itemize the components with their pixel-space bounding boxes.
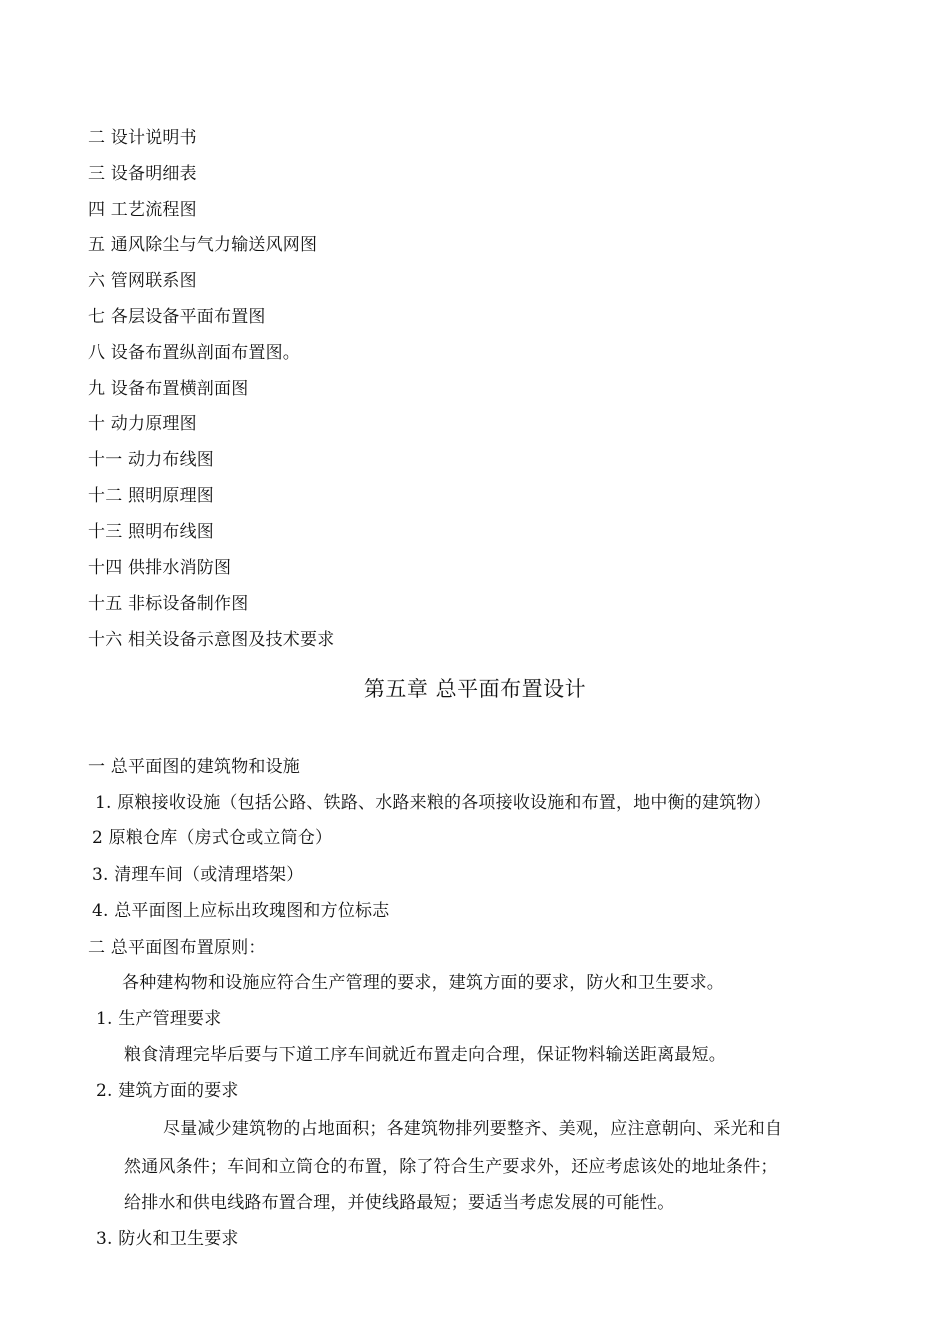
section-heading: 一 总平面图的建筑物和设施 (88, 757, 301, 777)
list-item: 1. 原粮接收设施（包括公路、铁路、水路来粮的各项接收设施和布置，地中衡的建筑物） (95, 793, 771, 813)
list-item: 2 原粮仓库（房式仓或立筒仓） (92, 828, 333, 848)
toc-item: 十四 供排水消防图 (88, 558, 232, 578)
toc-item: 十一 动力布线图 (88, 450, 215, 470)
toc-item: 五 通风除尘与气力输送风网图 (88, 235, 318, 255)
toc-item: 三 设备明细表 (88, 164, 197, 184)
toc-item: 十三 照明布线图 (88, 522, 215, 542)
subsection-title: 1. 生产管理要求 (96, 1009, 222, 1029)
toc-item: 四 工艺流程图 (88, 200, 197, 220)
paragraph-line: 尽量减少建筑物的占地面积；各建筑物排列要整齐、美观，应注意朝向、采光和自 (163, 1119, 783, 1139)
toc-item: 十二 照明原理图 (88, 486, 215, 506)
toc-item: 八 设备布置纵剖面布置图。 (88, 343, 301, 363)
toc-item: 九 设备布置横剖面图 (88, 379, 249, 399)
paragraph-line: 然通风条件；车间和立筒仓的布置，除了符合生产要求外，还应考虑该处的地址条件； (124, 1157, 778, 1177)
toc-item: 十六 相关设备示意图及技术要求 (88, 630, 335, 650)
toc-item: 六 管网联系图 (88, 271, 197, 291)
list-item: 4. 总平面图上应标出玫瑰图和方位标志 (92, 901, 390, 921)
toc-item: 十 动力原理图 (88, 414, 197, 434)
toc-item: 十五 非标设备制作图 (88, 594, 249, 614)
paragraph: 粮食清理完毕后要与下道工序车间就近布置走向合理，保证物料输送距离最短。 (124, 1045, 726, 1065)
toc-item: 七 各层设备平面布置图 (88, 307, 266, 327)
list-item: 3. 清理车间（或清理塔架） (92, 865, 304, 885)
paragraph: 各种建构物和设施应符合生产管理的要求，建筑方面的要求，防火和卫生要求。 (122, 973, 724, 993)
subsection-title: 2. 建筑方面的要求 (96, 1081, 239, 1101)
chapter-title: 第五章 总平面布置设计 (363, 677, 587, 701)
toc-item: 二 设计说明书 (88, 128, 197, 148)
section-heading: 二 总平面图布置原则： (88, 938, 266, 958)
subsection-title: 3. 防火和卫生要求 (96, 1229, 239, 1249)
paragraph-line: 给排水和供电线路布置合理，并使线路最短；要适当考虑发展的可能性。 (124, 1193, 675, 1213)
